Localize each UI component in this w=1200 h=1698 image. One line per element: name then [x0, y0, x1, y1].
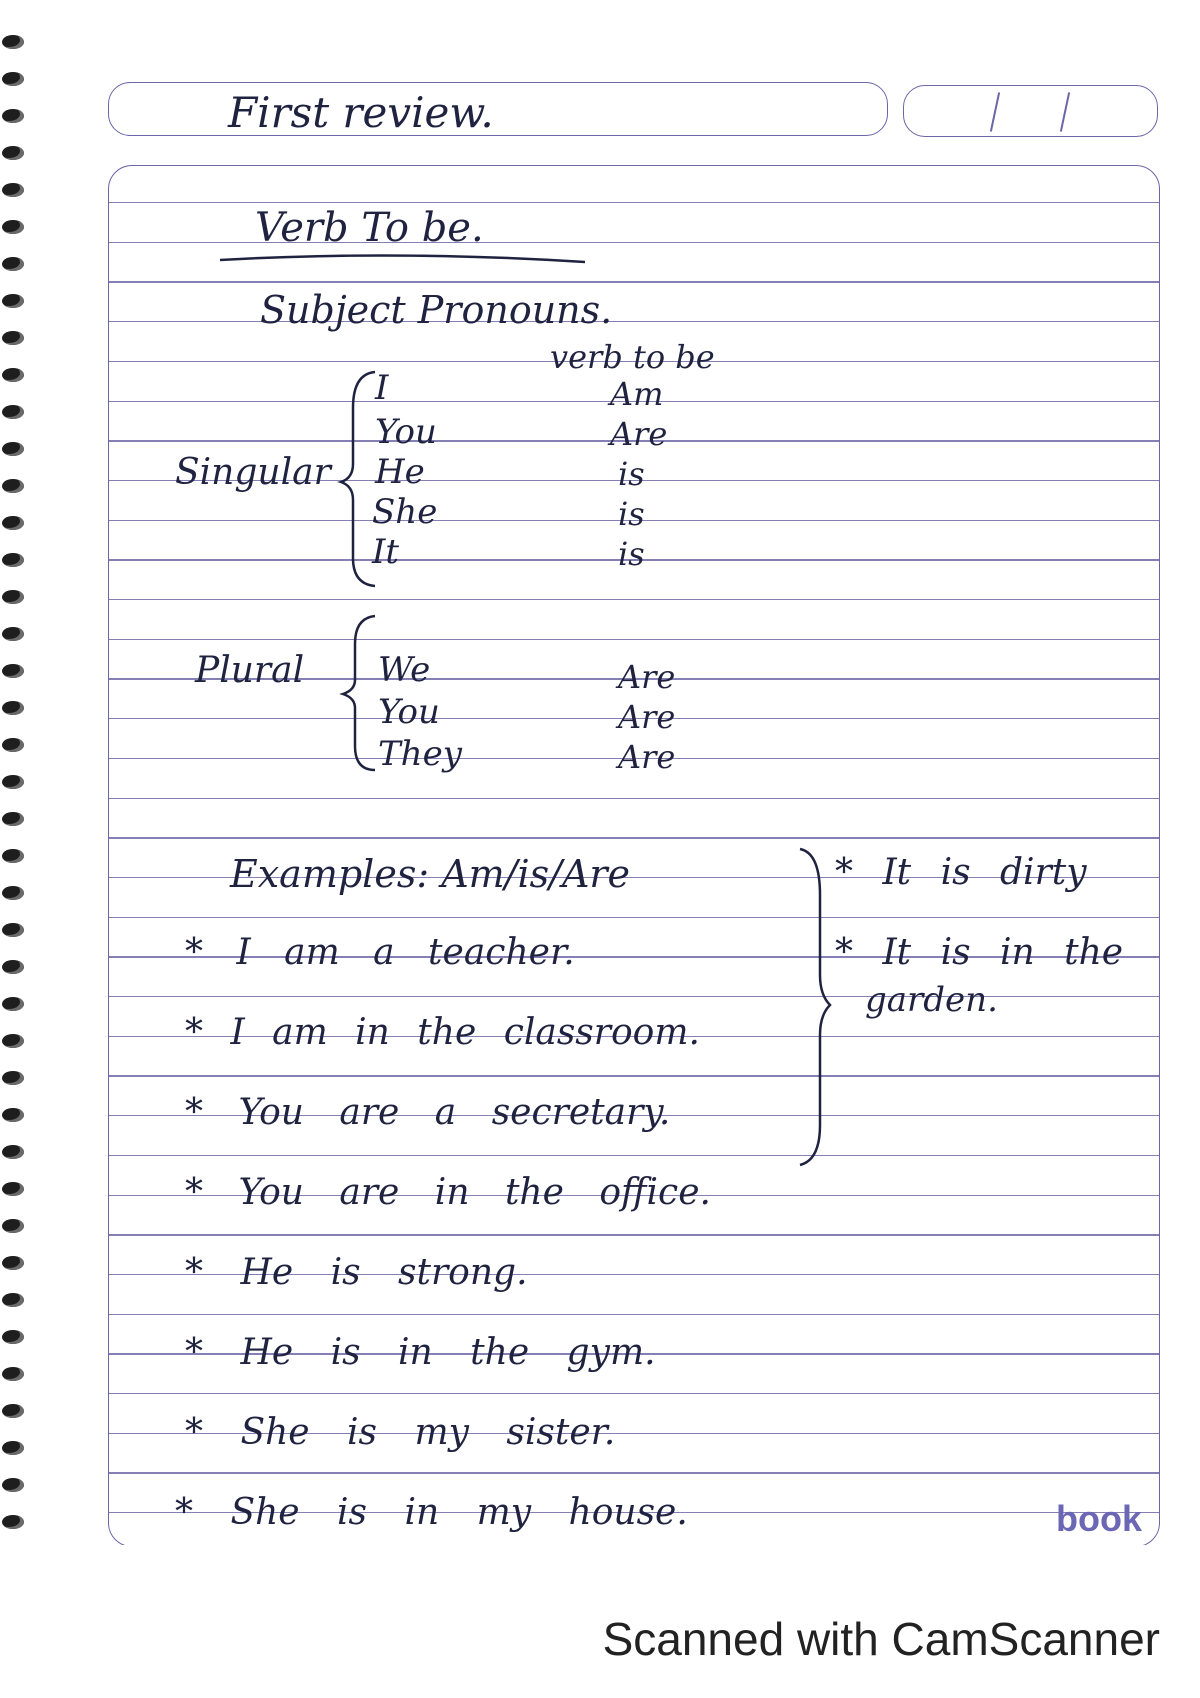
title-box	[108, 82, 888, 136]
binding-ring	[2, 590, 24, 604]
binding-ring	[2, 960, 24, 974]
binding-ring	[2, 1441, 24, 1455]
examples-brace	[790, 845, 840, 1170]
binding-ring	[2, 405, 24, 419]
pronoun: It	[372, 532, 400, 572]
binding-ring	[2, 1293, 24, 1307]
binding-ring	[2, 1478, 24, 1492]
binding-ring	[2, 997, 24, 1011]
example-sentence: * You are a secretary.	[185, 1092, 671, 1133]
binding-ring	[2, 1515, 24, 1529]
binding-ring	[2, 1145, 24, 1159]
plural-label: Plural	[195, 650, 305, 691]
heading-underline	[215, 248, 595, 268]
date-slash	[1060, 92, 1070, 132]
binding-ring	[2, 664, 24, 678]
binding-ring	[2, 849, 24, 863]
pronoun: They	[378, 734, 462, 774]
verb-form: Are	[610, 415, 668, 453]
binding-ring	[2, 1219, 24, 1233]
binding-ring	[2, 35, 24, 49]
example-sentence: * He is strong.	[185, 1252, 528, 1293]
verb-form: Are	[618, 658, 676, 696]
side-example: garden.	[865, 980, 998, 1020]
pronoun: She	[372, 492, 438, 532]
topic-heading: Verb To be.	[255, 205, 484, 251]
singular-label: Singular	[175, 452, 331, 493]
verb-form: Are	[618, 738, 676, 776]
camscanner-watermark: Scanned with CamScanner	[602, 1613, 1160, 1665]
binding-ring	[2, 1256, 24, 1270]
example-sentence: * I am in the classroom.	[185, 1012, 700, 1053]
ruled-line	[109, 798, 1159, 799]
ruled-line	[109, 1472, 1159, 1473]
binding-ring	[2, 1182, 24, 1196]
example-sentence: * She is my sister.	[185, 1412, 616, 1453]
examples-title: Examples: Am/is/Are	[230, 852, 631, 896]
date-box	[903, 85, 1158, 137]
side-example: * It is dirty	[835, 852, 1087, 893]
binding-ring	[2, 812, 24, 826]
ruled-line	[109, 837, 1159, 838]
ruled-line	[109, 996, 1159, 997]
example-sentence: * I am a teacher.	[185, 932, 575, 973]
ruled-line	[109, 1075, 1159, 1076]
binding-ring	[2, 923, 24, 937]
pronoun: You	[375, 412, 437, 452]
ruled-line	[109, 1234, 1159, 1235]
binding-ring	[2, 1330, 24, 1344]
binding-ring	[2, 1367, 24, 1381]
ruled-line	[109, 639, 1159, 640]
ruled-line	[109, 599, 1159, 600]
pronoun: You	[378, 692, 440, 732]
binding-ring	[2, 146, 24, 160]
pronoun: We	[378, 650, 431, 690]
page-title: First review.	[228, 88, 494, 137]
binding-ring	[2, 775, 24, 789]
verb-form: is	[618, 495, 645, 533]
pronoun: He	[375, 452, 425, 492]
binding-ring	[2, 516, 24, 530]
ruled-line	[109, 917, 1159, 918]
ruled-line	[109, 1393, 1159, 1394]
pronoun: I	[375, 368, 389, 408]
binding-ring	[2, 479, 24, 493]
ruled-line	[109, 202, 1159, 203]
verb-form: is	[618, 535, 645, 573]
example-sentence: * She is in my house.	[175, 1492, 688, 1533]
date-slash	[990, 92, 1000, 132]
binding-ring	[2, 553, 24, 567]
binding-ring	[2, 1404, 24, 1418]
binding-ring	[2, 1034, 24, 1048]
binding-ring	[2, 294, 24, 308]
binding-ring	[2, 220, 24, 234]
example-sentence: * He is in the gym.	[185, 1332, 656, 1373]
binding-ring	[2, 738, 24, 752]
binding-ring	[2, 331, 24, 345]
ruled-line	[109, 1314, 1159, 1315]
binding-ring	[2, 1108, 24, 1122]
example-sentence: * You are in the office.	[185, 1172, 711, 1213]
binding-ring	[2, 886, 24, 900]
binding-ring	[2, 1071, 24, 1085]
side-example: * It is in the	[835, 932, 1124, 973]
binding-ring	[2, 368, 24, 382]
spiral-binding	[0, 35, 28, 1580]
binding-ring	[2, 627, 24, 641]
binding-ring	[2, 257, 24, 271]
ruled-line	[109, 281, 1159, 282]
binding-ring	[2, 109, 24, 123]
verb-form: Are	[618, 698, 676, 736]
verb-form: Am	[610, 375, 664, 413]
book-logo: book	[1056, 1498, 1142, 1539]
binding-ring	[2, 72, 24, 86]
ruled-line	[109, 1155, 1159, 1156]
column-header: verb to be	[550, 338, 715, 376]
binding-ring	[2, 442, 24, 456]
verb-form: is	[618, 455, 645, 493]
binding-ring	[2, 701, 24, 715]
subheading: Subject Pronouns.	[260, 288, 613, 332]
binding-ring	[2, 183, 24, 197]
